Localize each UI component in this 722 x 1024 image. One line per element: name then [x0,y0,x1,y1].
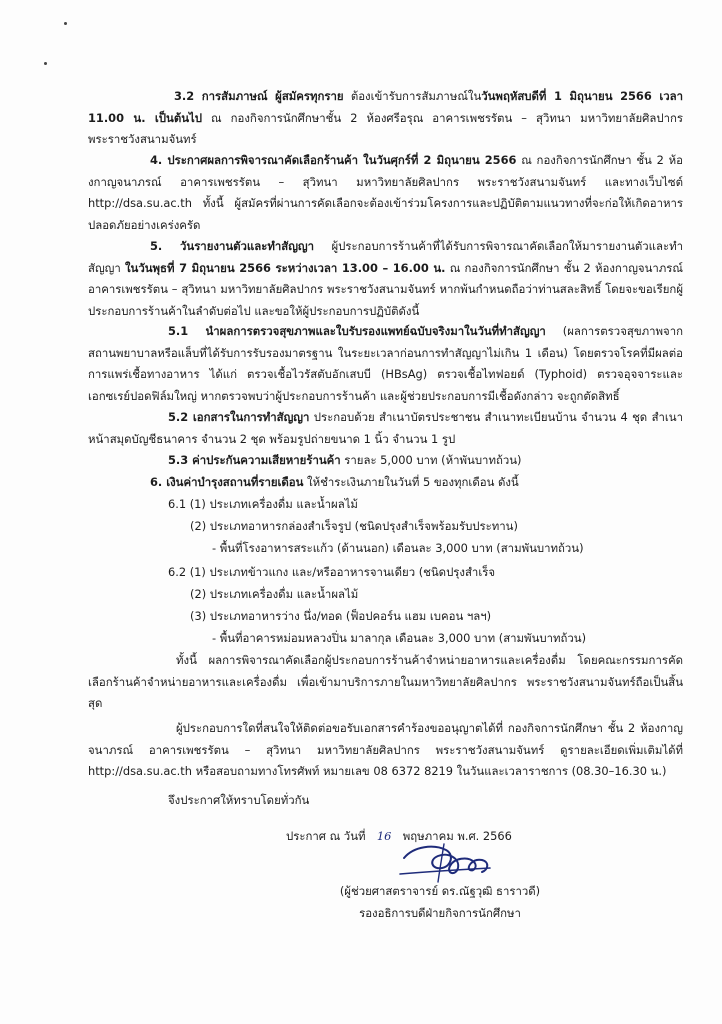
section-5-1 [88,321,683,407]
section-3-2-heading: 3.2 การสัมภาษณ์ ผู้สมัครทุกราย [174,89,344,103]
section-5-3 [168,450,521,472]
section-5-text: ผู้ประกอบการร้านค้าที่ได้รับการพิจารณาคัดเลือกให้มารายงานตัวและทำสัญญา [88,239,684,275]
closing-paragraph-1: ทั้งนี้ ผลการพิจารณาคัดเลือกผู้ประกอบการร้านค้าจำหน่ายอาหารและเครื่องดื่ม โดยคณะกรรมการคัดเลือกร้านค้าจำหน่ายอาหารและเครื่องดื่ม เพื่อเข้ามาบริการภายในมหาวิทยาลัยศิลปากร พระราชวังสนามจันทร์ถือเป็นสิ้นสุด [88,653,683,710]
item-6-1-2: (2) ประเภทอาหารกล่องสำเร็จรูป (ชนิดปรุงสำเร็จพร้อมรับประทาน) [190,519,518,533]
section-6 [150,472,519,494]
section-5-1-heading: 5.1 นำผลการตรวจสุขภาพและใบรับรองแพทย์ฉบับจริงมาในวันที่ทำสัญญา [168,324,546,338]
section-5-date: ในวันพุธที่ 7 มิถุนายน 2566 ระหว่างเวลา 13.00 – 16.00 น. [125,260,446,275]
section-4 [88,150,683,236]
item-6-1-1: 6.1 (1) ประเภทเครื่องดื่ม และน้ำผลไม้ [168,497,358,511]
section-5-1-text: (ผลการตรวจสุขภาพจากสถานพยาบาลหรือแล็บที่ได้รับการรับรองมาตรฐาน ในระยะเวลาก่อนการทำสัญญาไม่เกิน 1 เดือน) โดยตรวจโรคที่มีผลต่อการแพร่เชื้อทางอาหาร ได้แก่ ตรวจเชื้อไวรัสตับอักเสบบี (HBsAg) ตรวจเชื้อไทฟอยด์ (Typhoid) ตรวจอุจจาระและเอกซเรย์ปอดฟิล์มใหญ่ หากตรวจพบว่าผู้ประกอบการร้านค้า และผู้ช่วยประกอบการมีเชื้อดังกล่าว จะถูกตัดสิทธิ์ [88,324,683,403]
closing-paragraph-2: ผู้ประกอบการใดที่สนใจให้ติดต่อขอรับเอกสารคำร้องขออนุญาตได้ที่ กองกิจการนักศึกษา ชั้น 2 ห้องกาญจนาภรณ์ อาคารเพชรรัตน – สุวิทนา มหาวิทยาลัยศิลปากร พระราชวังสนามจันทร์ ดูรายละเอียดเพิ่มเติมได้ที่ http://dsa.su.ac.th หรือสอบถามทางโทรศัพท์ หมายเลข 08 6372 8219 ในวันและเวลาราชการ (08.30–16.30 น.) [88,721,683,778]
signer-title: รองอธิการบดีฝ่ายกิจการนักศึกษา [359,906,521,920]
section-5-2 [88,407,683,450]
section-3-2-date: วันพฤหัสบดีที่ 1 มิถุนายน 2566 เวลา 11.00 น. เป็นต้นไป [88,89,683,125]
section-3-2 [88,86,683,151]
date-prefix: ประกาศ ณ วันที่ [286,829,366,843]
section-3-2-text: ต้องเข้ารับการสัมภาษณ์ใน [343,89,482,103]
section-5-3-heading: 5.3 ค่าประกันความเสียหายร้านค้า [168,453,341,467]
section-5 [88,236,683,322]
date-day: 16 [376,829,392,843]
section-6-heading: 6. เงินค่าบำรุงสถานที่รายเดือน [150,475,304,489]
item-6-1-fee: - พื้นที่โรงอาหารสระแก้ว (ด้านนอก) เดือนละ 3,000 บาท (สามพันบาทถ้วน) [212,541,584,555]
section-5-2-heading: 5.2 เอกสารในการทำสัญญา [168,410,310,424]
section-5-location: ณ กองกิจการนักศึกษา ชั้น 2 ห้องกาญจนาภรณ์ อาคารเพชรรัตน – สุวิทนา มหาวิทยาลัยศิลปากร พระราชวังสนามจันทร์ หากพ้นกำหนดถือว่าท่านสละสิทธิ์ โดยจะขอเรียกผู้ประกอบการร้านค้าในลำดับต่อไป และขอให้ผู้ประกอบการปฏิบัติดังนี้ [88,260,683,318]
section-5-2-text: ประกอบด้วย สำเนาบัตรประชาชน สำเนาทะเบียนบ้าน จำนวน 4 ชุด สำเนาหน้าสมุดบัญชีธนาคาร จำนวน 2 ชุด พร้อมรูปถ่ายขนาด 1 นิ้ว จำนวน 1 รูป [88,410,683,446]
scan-speck [64,22,67,25]
section-5-heading: 5. วันรายงานตัวและทำสัญญา [150,239,315,253]
section-5-3-text: รายละ 5,000 บาท (ห้าพันบาทถ้วน) [340,453,522,467]
item-6-2-2: (2) ประเภทเครื่องดื่ม และน้ำผลไม้ [190,587,359,601]
scan-speck [44,62,47,65]
signer-name: (ผู้ช่วยศาสตราจารย์ ดร.ณัฐวุฒิ ธาราวดี) [339,884,541,898]
section-4-text: ณ กองกิจการนักศึกษา ชั้น 2 ห้องกาญจนาภรณ์ อาคารเพชรรัตน – สุวิทนา มหาวิทยาลัยศิลปากร พระราชวังสนามจันทร์ และทางเว็บไซต์ http://dsa.su.ac.th ทั้งนี้ ผู้สมัครที่ผ่านการคัดเลือกจะต้องเข้าร่วมโครงการและปฏิบัติตามแนวทางที่จะก่อให้เกิดอาหารปลอดภัยอย่างเคร่งครัด [88,153,683,232]
item-6-2-1: 6.2 (1) ประเภทข้าวแกง และ/หรืออาหารจานเดียว (ชนิดปรุงสำเร็จ [168,565,496,579]
announcement-line: จึงประกาศให้ทราบโดยทั่วกัน [168,793,310,807]
section-4-heading: 4. ประกาศผลการพิจารณาคัดเลือกร้านค้า ในวันศุกร์ที่ 2 มิถุนายน 2566 [150,153,517,167]
item-6-2-fee: - พื้นที่อาคารหม่อมหลวงปิ่น มาลากุล เดือนละ 3,000 บาท (สามพันบาทถ้วน) [212,631,587,645]
item-6-2-3: (3) ประเภทอาหารว่าง นึ่ง/ทอด (ฟ็อปคอร์น แฮม เบคอน ฯลฯ) [190,609,492,623]
date-suffix: พฤษภาคม พ.ศ. 2566 [402,829,512,843]
section-3-2-location: ณ กองกิจการนักศึกษาชั้น 2 ห้องศรีอรุณ อาคารเพชรรัตน – สุวิทนา มหาวิทยาลัยศิลปากร พระราชวังสนามจันทร์ [88,110,683,146]
section-6-text: ให้ชำระเงินภายในวันที่ 5 ของทุกเดือน ดังนี้ [303,475,519,489]
